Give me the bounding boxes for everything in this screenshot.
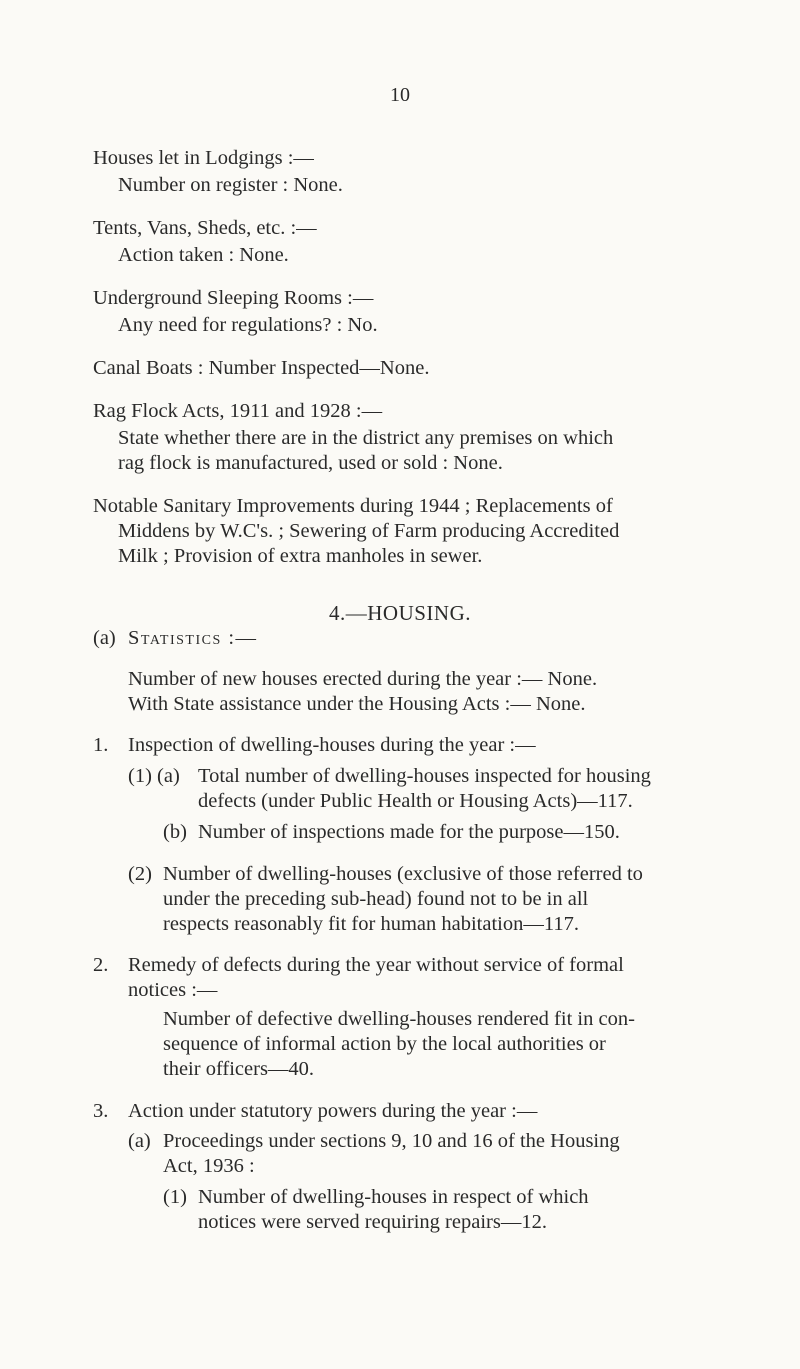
item1-b-text: Number of inspections made for the purpose—150. <box>198 821 620 843</box>
item2-title-line: notices :— <box>128 979 218 1001</box>
item1-a-line: defects (under Public Health or Housing Acts)—117. <box>198 790 633 812</box>
item1-a-label: (1) (a) <box>128 765 180 787</box>
rag-flock-heading: Rag Flock Acts, 1911 and 1928 :— <box>93 400 383 422</box>
item2-number: 2. <box>93 954 109 976</box>
item1-title: Inspection of dwelling-houses during the year :— <box>128 734 536 756</box>
item1-two-line: under the preceding sub-head) found not to be in all <box>163 888 589 910</box>
item2-body-line: sequence of informal action by the local authorities or <box>163 1033 606 1055</box>
item3-a-line: Act, 1936 : <box>163 1155 255 1177</box>
housing-heading: 4.—HOUSING. <box>329 601 471 625</box>
item1-a-line: Total number of dwelling-houses inspected for housing <box>198 765 651 787</box>
statistics-heading: Statistics :— <box>128 627 258 649</box>
rag-flock-line: rag flock is manufactured, used or sold : None. <box>118 452 503 474</box>
item3-a-line: Proceedings under sections 9, 10 and 16 of the Housing <box>163 1130 620 1152</box>
item3-one-line: Number of dwelling-houses in respect of which <box>198 1186 589 1208</box>
sanitary-line: Middens by W.C's. ; Sewering of Farm producing Accredited <box>118 520 620 542</box>
item3-title: Action under statutory powers during the year :— <box>128 1100 538 1122</box>
item3-number: 3. <box>93 1100 109 1122</box>
underground-detail: Any need for regulations? : No. <box>118 314 378 336</box>
item2-body-line: Number of defective dwelling-houses rendered fit in con- <box>163 1008 635 1030</box>
item1-b-label: (b) <box>163 821 187 843</box>
new-houses-line: Number of new houses erected during the year :— None. <box>128 668 598 690</box>
canal-boats-line: Canal Boats : Number Inspected—None. <box>93 357 430 379</box>
lodgings-heading: Houses let in Lodgings :— <box>93 147 314 169</box>
item1-two-line: respects reasonably fit for human habitation—117. <box>163 913 579 935</box>
item1-two-line: Number of dwelling-houses (exclusive of those referred to <box>163 863 643 885</box>
item3-one-line: notices were served requiring repairs—12. <box>198 1211 547 1233</box>
item3-a-label: (a) <box>128 1130 151 1152</box>
tents-heading: Tents, Vans, Sheds, etc. :— <box>93 217 317 239</box>
sanitary-line: Milk ; Provision of extra manholes in sewer. <box>118 545 483 567</box>
tents-detail: Action taken : None. <box>118 244 289 266</box>
item2-title-line: Remedy of defects during the year without service of formal <box>128 954 624 976</box>
item1-number: 1. <box>93 734 109 756</box>
page-number: 10 <box>390 84 410 106</box>
item2-body-line: their officers—40. <box>163 1058 315 1080</box>
sanitary-line: Notable Sanitary Improvements during 1944 ; Replacements of <box>93 495 613 517</box>
lodgings-detail: Number on register : None. <box>118 174 343 196</box>
underground-heading: Underground Sleeping Rooms :— <box>93 287 374 309</box>
state-assistance-line: With State assistance under the Housing Acts :— None. <box>128 693 586 715</box>
rag-flock-line: State whether there are in the district any premises on which <box>118 427 614 449</box>
item3-one-label: (1) <box>163 1186 187 1208</box>
statistics-label: (a) <box>93 627 116 649</box>
item1-two-label: (2) <box>128 863 152 885</box>
